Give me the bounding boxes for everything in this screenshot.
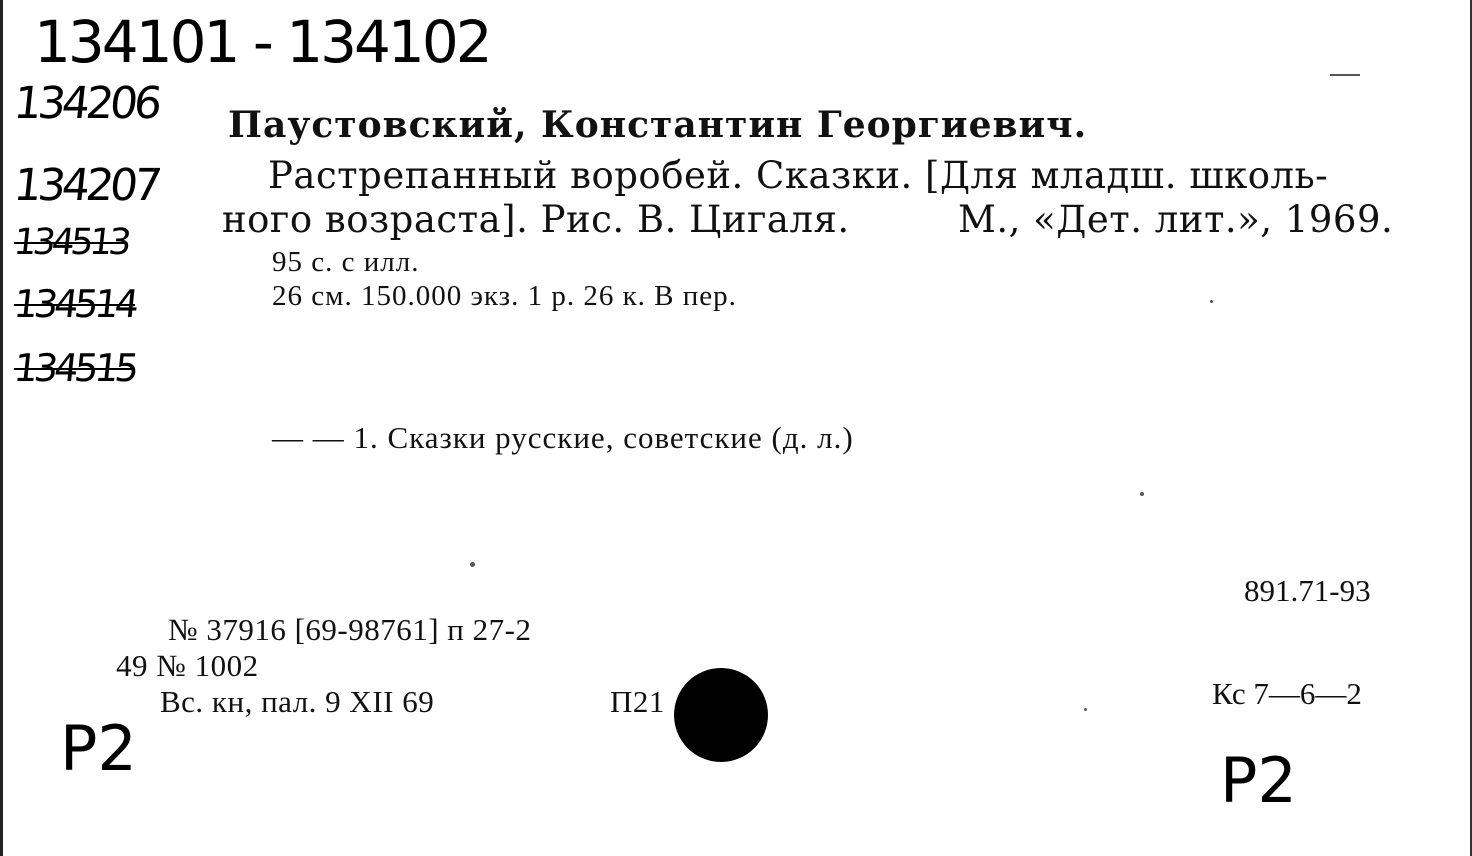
title-line: Растрепанный воробей. Сказки. [Для младш. школь-: [268, 154, 1329, 197]
speck: [1330, 74, 1360, 76]
pages-description: 95 с. с илл.: [272, 246, 420, 278]
print-code: П21: [610, 684, 665, 719]
title-continuation-line: [222, 198, 1394, 241]
handwritten-inventory-4: 134514: [11, 282, 138, 326]
speck: [1084, 708, 1087, 711]
speck: [470, 562, 475, 567]
author-heading: Паустовский, Константин Георгиевич.: [228, 104, 1088, 146]
handwritten-inventory-5: 134515: [11, 346, 138, 390]
title-continuation: ного возраста]. Рис. В. Цигаля.: [222, 198, 850, 241]
speck: [1140, 492, 1144, 496]
speck: [1210, 300, 1213, 303]
subject-heading: — — 1. Сказки русские, советские (д. л.): [272, 420, 854, 455]
card-left-edge: [0, 0, 3, 856]
card-set-number: Кс 7—6—2: [1212, 676, 1362, 711]
handwritten-mark-left: P2: [60, 712, 137, 785]
punch-hole: [674, 668, 768, 762]
handwritten-inventory-1: 134206: [11, 78, 161, 129]
handwritten-number-range: 134101 - 134102: [34, 8, 490, 76]
handwritten-inventory-3: 134513: [11, 222, 130, 263]
registration-line-3: [160, 684, 665, 720]
registration-line-2: 49 № 1002: [116, 648, 259, 683]
imprint: М., «Дет. лит.», 1969.: [958, 198, 1394, 241]
physical-description: 26 см. 150.000 экз. 1 р. 26 к. В пер.: [272, 280, 737, 312]
handwritten-inventory-2: 134207: [11, 160, 161, 211]
registration-line-1: № 37916 [69-98761] п 27-2: [168, 612, 532, 647]
classification-number: 891.71-93: [1244, 573, 1371, 608]
chamber-date: Вс. кн, пал. 9 XII 69: [160, 684, 435, 719]
handwritten-mark-right: P2: [1220, 744, 1297, 817]
